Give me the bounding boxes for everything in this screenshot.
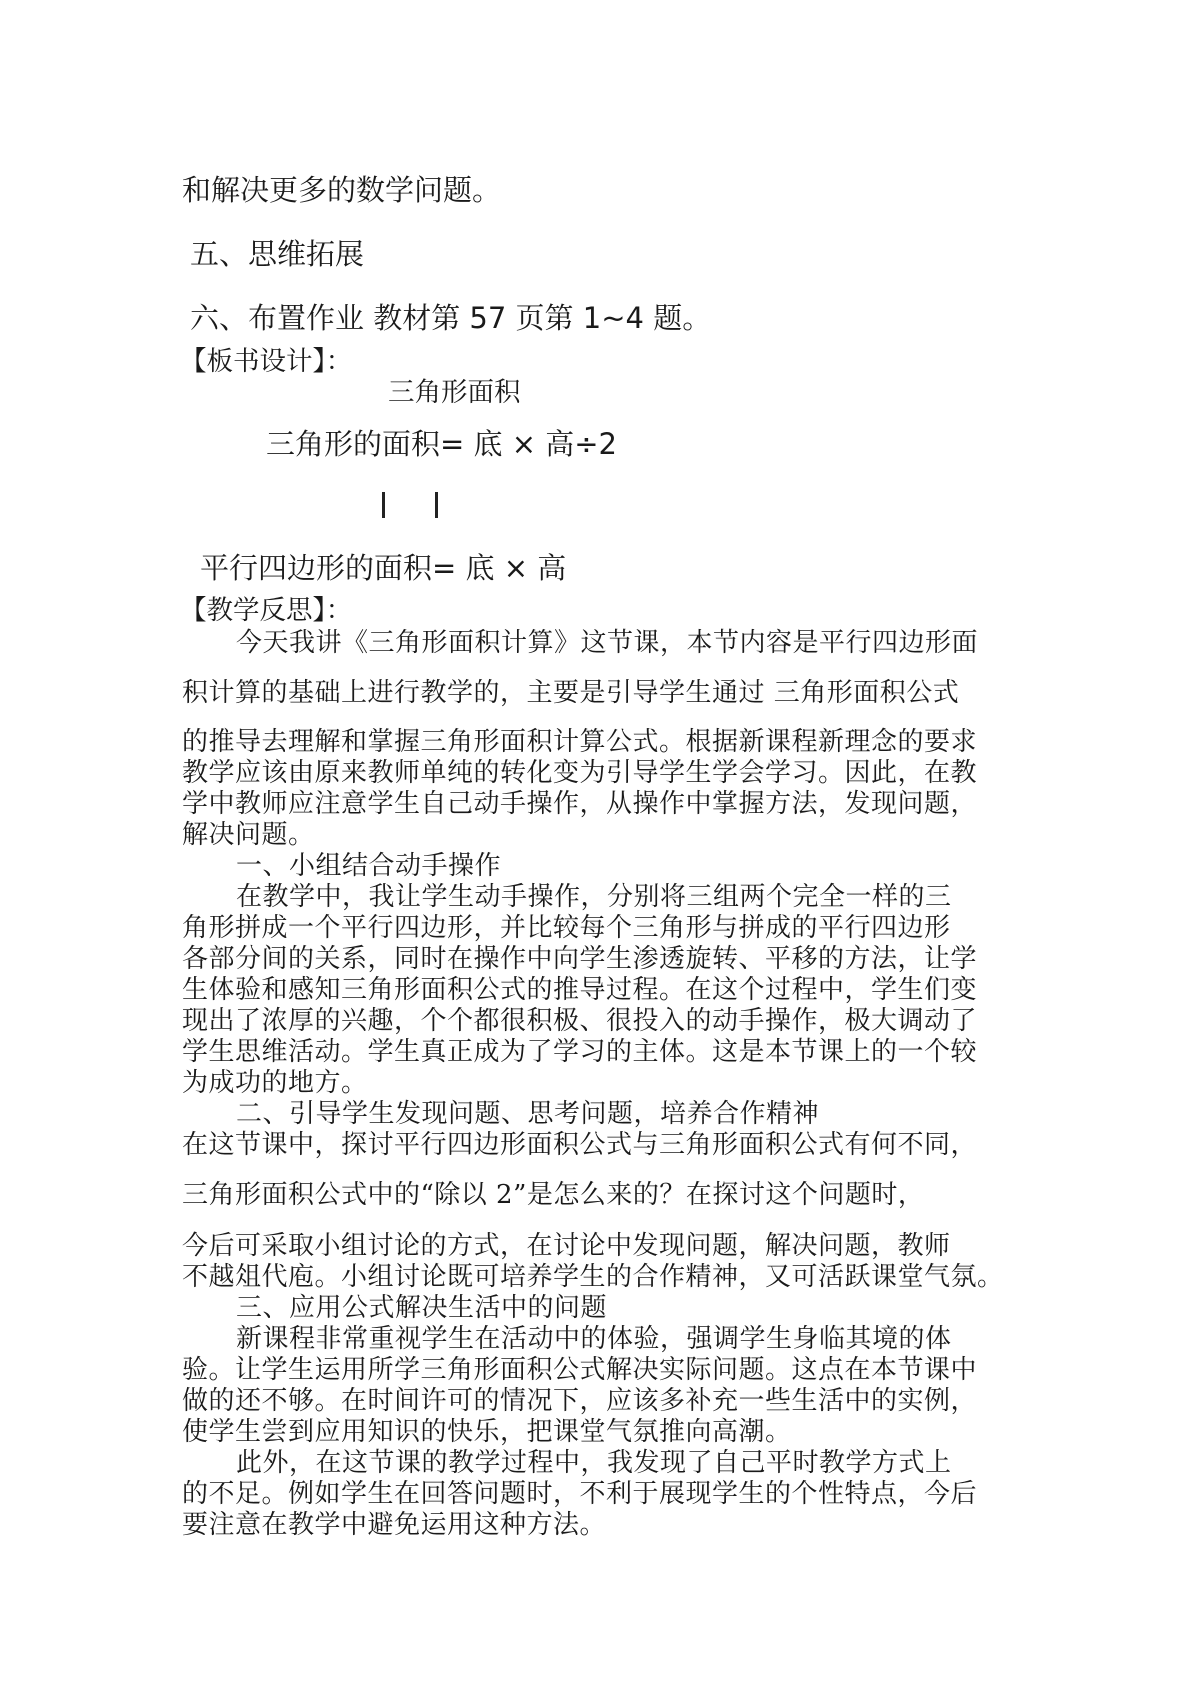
reflection-line: 各部分间的关系，同时在操作中向学生渗透旋转、平移的方法，让学 [182, 944, 978, 974]
reflection-subheading: 三、应用公式解决生活中的问题 [236, 1293, 608, 1323]
reflection-line: 在这节课中，探讨平行四边形面积公式与三角形面积公式有何不同， [182, 1130, 978, 1160]
reflection-line: 今后可采取小组讨论的方式，在讨论中发现问题，解决问题，教师 [182, 1231, 951, 1261]
reflection-line: 此外，在这节课的教学过程中，我发现了自己平时教学方式上 [236, 1448, 952, 1478]
reflection-line: 学中教师应注意学生自己动手操作，从操作中掌握方法，发现问题， [182, 789, 978, 819]
board-design-heading: 【板书设计】： [180, 346, 353, 377]
triangle-area-formula: 三角形的面积= 底 × 高÷2 [266, 427, 618, 461]
reflection-line: 生体验和感知三角形面积公式的推导过程。在这个过程中，学生们变 [182, 975, 978, 1005]
reflection-line: 为成功的地方。 [182, 1068, 368, 1098]
reflection-line: 使学生尝到应用知识的快乐，把课堂气氛推向高潮。 [182, 1417, 792, 1447]
reflection-line: 解决问题。 [182, 820, 315, 850]
reflection-subheading: 一、小组结合动手操作 [236, 851, 502, 881]
reflection-line: 角形拼成一个平行四边形，并比较每个三角形与拼成的平行四边形 [182, 913, 951, 943]
parallelogram-area-formula: 平行四边形的面积= 底 × 高 [200, 551, 567, 585]
vertical-divider-right [435, 492, 438, 518]
section-homework: 六、布置作业 教材第 57 页第 1~4 题。 [190, 301, 712, 335]
vertical-divider-left [382, 492, 385, 518]
reflection-line: 学生思维活动。学生真正成为了学习的主体。这是本节课上的一个较 [182, 1037, 978, 1067]
reflection-line: 新课程非常重视学生在活动中的体验，强调学生身临其境的体 [236, 1324, 952, 1354]
reflection-line: 不越俎代庖。小组讨论既可培养学生的合作精神，又可活跃课堂气氛。 [182, 1262, 1004, 1292]
reflection-line: 积计算的基础上进行教学的，主要是引导学生通过 三角形面积公式 [182, 678, 960, 708]
reflection-line: 现出了浓厚的兴趣，个个都很积极、很投入的动手操作，极大调动了 [182, 1006, 978, 1036]
reflection-line: 在教学中，我让学生动手操作，分别将三组两个完全一样的三 [236, 882, 952, 912]
teaching-reflection-heading: 【教学反思】： [180, 595, 353, 626]
reflection-line: 要注意在教学中避免运用这种方法。 [182, 1510, 607, 1540]
section-thinking-extension: 五、思维拓展 [190, 237, 365, 271]
board-title: 三角形面积 [388, 377, 521, 408]
conclusion-line: 和解决更多的数学问题。 [182, 173, 502, 207]
reflection-line: 的不足。例如学生在回答问题时，不利于展现学生的个性特点，今后 [182, 1479, 978, 1509]
reflection-line: 的推导去理解和掌握三角形面积计算公式。根据新课程新理念的要求 [182, 727, 978, 757]
reflection-subheading: 二、引导学生发现问题、思考问题，培养合作精神 [236, 1099, 820, 1129]
reflection-line: 教学应该由原来教师单纯的转化变为引导学生学会学习。因此，在教 [182, 758, 978, 788]
reflection-line: 今天我讲《三角形面积计算》这节课，本节内容是平行四边形面 [236, 628, 979, 658]
reflection-line: 三角形面积公式中的“除以 2”是怎么来的？在探讨这个问题时， [182, 1180, 925, 1210]
reflection-line: 验。让学生运用所学三角形面积公式解决实际问题。这点在本节课中 [182, 1355, 978, 1385]
reflection-line: 做的还不够。在时间许可的情况下，应该多补充一些生活中的实例， [182, 1386, 978, 1416]
